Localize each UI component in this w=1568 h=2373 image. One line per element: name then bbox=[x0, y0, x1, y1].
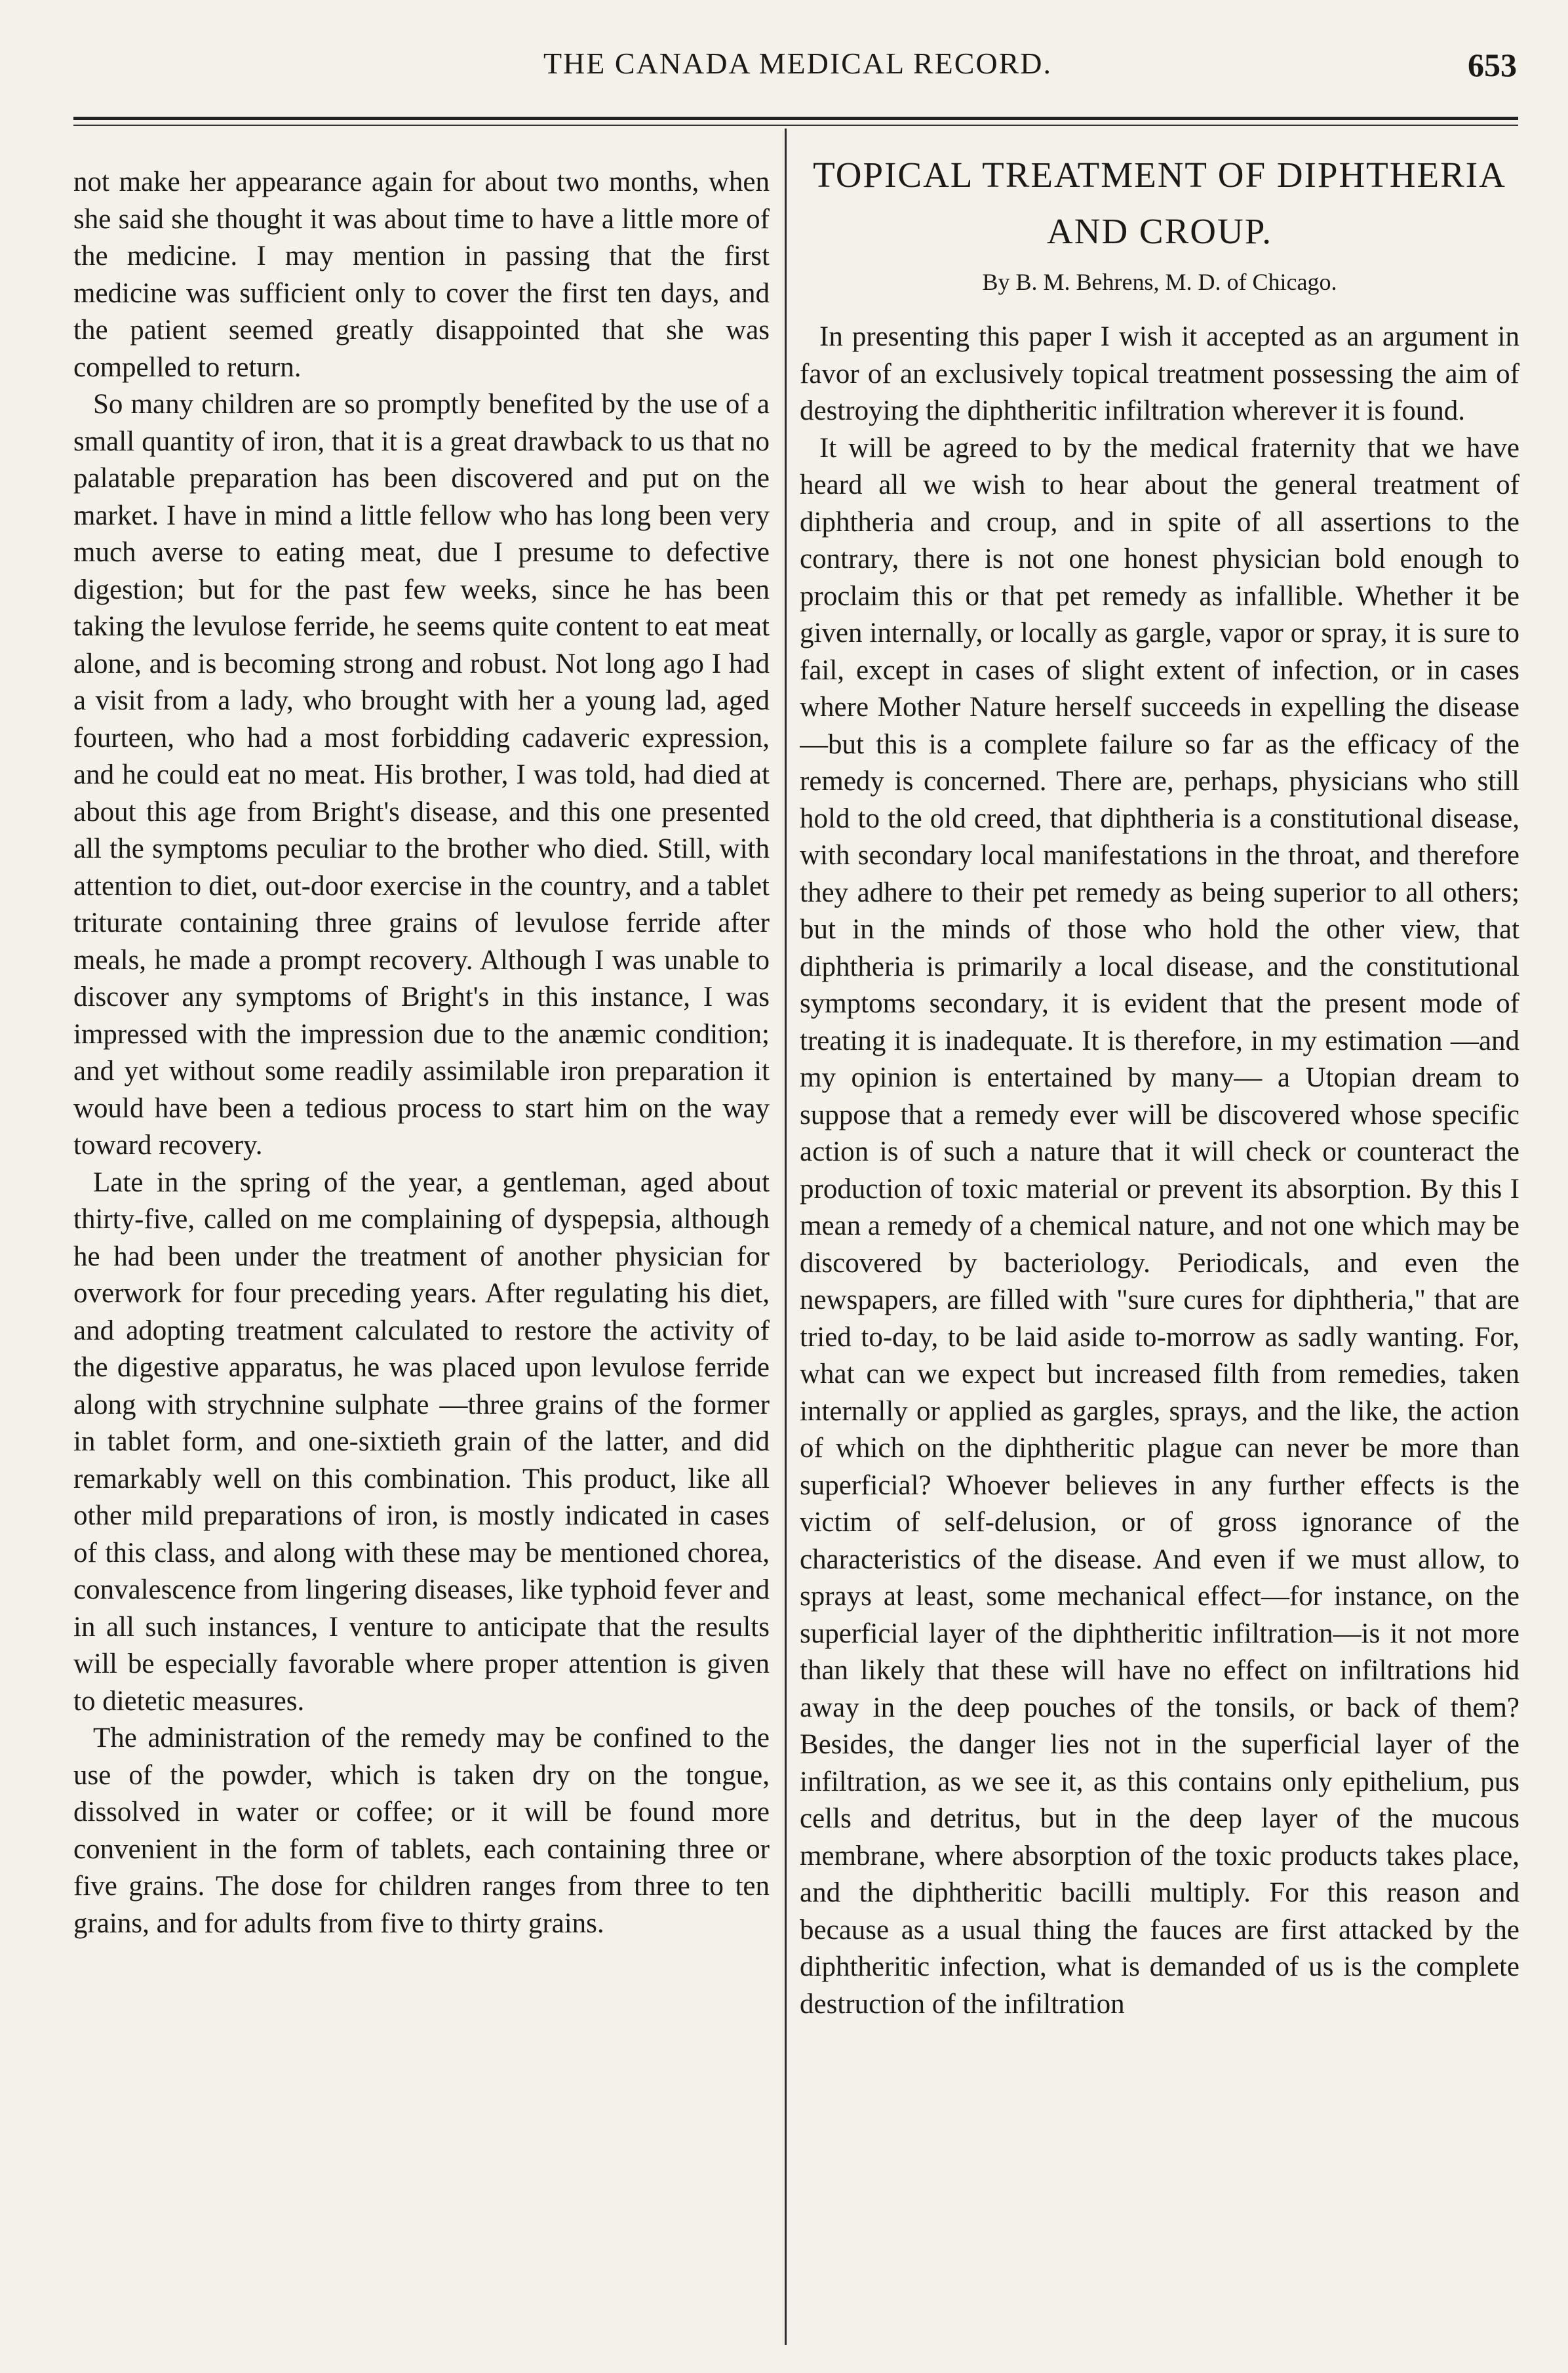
paragraph: Late in the spring of the year, a gentleman, aged about thirty-five, called on me complaining of dyspepsia, although he had been under the treatment of another physician for overwork for four preceding years. After regulating his diet, and adopting treatment calculated to restore the activity of the digestive apparatus, he was placed upon levulose ferride along with strychnine sulphate —three grains of the former in tablet form, and one-sixtieth grain of the latter, and did remarkably well on this combination. This product, like all other mild preparations of iron, is mostly indicated in cases of this class, and along with these may be mentioned chorea, convalescence from lingering diseases, like typhoid fever and in all such instances, I venture to anticipate that the results will be especially favorable where proper attention is given to dietetic measures. bbox=[73, 1167, 770, 1717]
header-rule-thick bbox=[73, 117, 1518, 120]
page-number: 653 bbox=[1468, 47, 1517, 83]
article-body bbox=[800, 319, 1519, 2023]
paragraph: not make her appearance again for about two months, when she said she thought it was about time to have a little more of the medicine. I may mention in passing that the first medicine was sufficient only to cover the first ten days, and the patient seemed greatly disappointed that she was compelled to return. bbox=[73, 167, 770, 383]
article-byline: By B. M. Behrens, M. D. of Chicago. bbox=[982, 269, 1337, 295]
left-column bbox=[73, 164, 770, 2354]
header-rule-thin bbox=[73, 125, 1518, 126]
article-title-line-1: TOPICAL TREATMENT OF DIPHTHERIA bbox=[813, 155, 1506, 195]
right-column bbox=[800, 147, 1519, 2337]
article-title-line-2: AND CROUP. bbox=[1047, 211, 1272, 251]
running-head bbox=[79, 46, 1517, 85]
paragraph: So many children are so promptly benefited by the use of a small quantity of iron, that it is a great drawback to us that no palatable preparation has been discovered and put on the market. I have in mind a little fellow who has long been very much averse to eating meat, due I presume to defective digestion; but for the past few weeks, since he has been taking the levulose ferride, he seems quite content to eat meat alone, and is becoming strong and robust. Not long ago I had a visit from a lady, who brought with her a young lad, aged fourteen, who had a most forbidding cadaveric expression, and he could eat no meat. His brother, I was told, had died at about this age from Bright's disease, and this one presented all the symptoms peculiar to the brother who died. Still, with attention to diet, out-door exercise in the country, and a tablet triturate containing three grains of levulose ferride after meals, he made a prompt recovery. Although I was unable to discover any symptoms of Bright's in this instance, I was impressed with the impression due to the anæmic condition; and yet without some readily assimilable iron preparation it would have been a tedious process to start him on the way toward recovery. bbox=[73, 389, 770, 1161]
paragraph: The administration of the remedy may be confined to the use of the powder, which is taken dry on the tongue, dissolved in water or coffee; or it will be found more convenient in the form of tablets, each containing three or five grains. The dose for children ranges from three to ten grains, and for adults from five to thirty grains. bbox=[73, 1723, 770, 1939]
column-divider bbox=[785, 129, 787, 2345]
paragraph: In presenting this paper I wish it accepted as an argument in favor of an exclusively topical treatment possessing the aim of destroying the diphtheritic infiltration wherever it is found. bbox=[800, 321, 1519, 426]
paragraph: It will be agreed to by the medical fraternity that we have heard all we wish to hear about the general treatment of diphtheria and croup, and in spite of all assertions to the contrary, there is not one honest physician bold enough to proclaim this or that pet remedy as infallible. Whether it be given internally, or locally as gargle, vapor or spray, it is sure to fail, except in cases of slight extent of infection, or in cases where Mother Nature herself succeeds in expelling the disease—but this is a complete failure so far as the efficacy of the remedy is concerned. There are, perhaps, physicians who still hold to the old creed, that diphtheria is a constitutional disease, with secondary local manifestations in the throat, and therefore they adhere to their pet remedy as being superior to all others; but in the minds of those who hold the other view, that diphtheria is primarily a local disease, and the constitutional symptoms secondary, it is evident that the present mode of treating it is inadequate. It is therefore, in my estimation —and my opinion is entertained by many— a Utopian dream to suppose that a remedy ever will be discovered whose specific action is of such a nature that it will check or counteract the production of toxic material or prevent its absorption. By this I mean a remedy of a chemical nature, and not one which may be discovered by bacteriology. Periodicals, and even the newspapers, are filled with "sure cures for diphtheria," that are tried to-day, to be laid aside to-morrow as sadly wanting. For, what can we expect but increased filth from remedies, taken internally or applied as gargles, sprays, and the like, the action of which on the diphtheritic plague can never be more than superficial? Whoever believes in any further effects is the victim of self-delusion, or of gross ignorance of the characteristics of the disease. And even if we must allow, to sprays at least, some mechanical effect—for instance, on the superficial layer of the diphtheritic infiltration—is it not more than likely that these will have no effect on infiltrations hid away in the deep pouches of the tonsils, or back of them? Besides, the danger lies not in the superficial layer of the infiltration, as we see it, as this contains only epithelium, pus cells and detritus, but in the deep layer of the mucous membrane, where absorption of the toxic products takes place, and the diphtheritic bacilli multiply. For this reason and because as a usual thing the fauces are first attacked by the diphtheritic infection, what is demanded of us is the complete destruction of the infiltration bbox=[800, 432, 1519, 2020]
journal-title: THE CANADA MEDICAL RECORD. bbox=[543, 47, 1053, 80]
